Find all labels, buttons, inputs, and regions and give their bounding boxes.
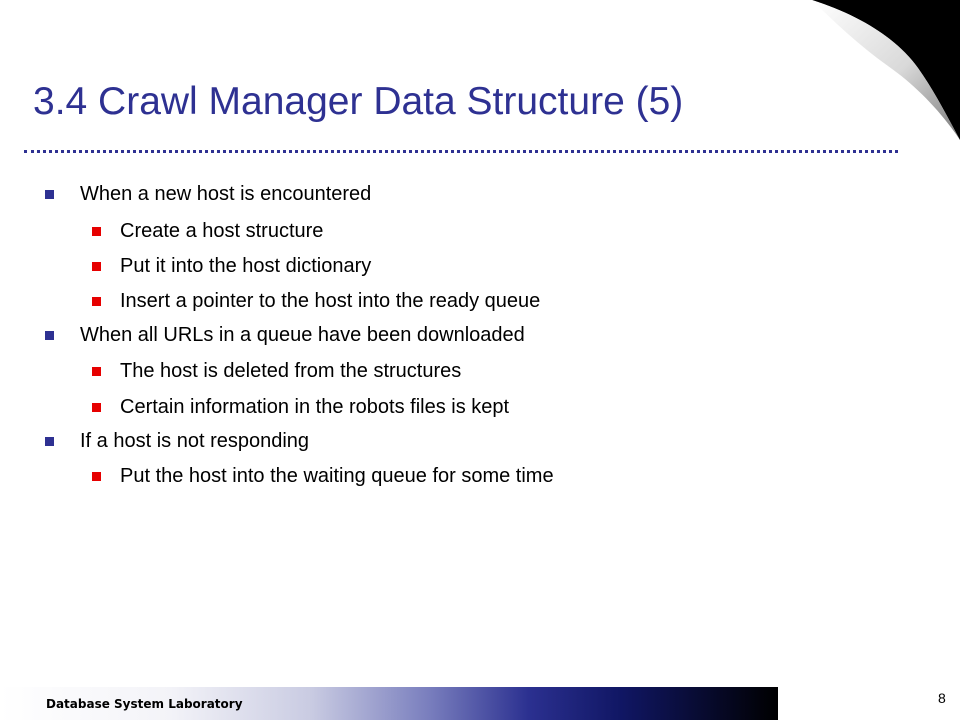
square-bullet-icon bbox=[92, 262, 101, 271]
bullet-text: If a host is not responding bbox=[80, 430, 310, 452]
bullet-item bbox=[80, 429, 309, 453]
sub-bullet-item bbox=[120, 395, 509, 419]
sub-bullet-item bbox=[120, 254, 371, 278]
bullet-text: Put it into the host dictionary bbox=[120, 255, 372, 277]
sub-bullet-item bbox=[120, 464, 554, 488]
sub-bullet-item bbox=[120, 359, 461, 383]
bullet-text: When all URLs in a queue have been downloaded bbox=[80, 324, 525, 346]
square-bullet-icon bbox=[92, 367, 101, 376]
bullet-item bbox=[80, 182, 371, 206]
sub-bullet-item bbox=[120, 289, 540, 313]
bullet-text: Certain information in the robots files is kept bbox=[120, 396, 510, 418]
footer-lab-name: Database System Laboratory bbox=[46, 697, 243, 711]
bullet-text: Insert a pointer to the host into the ready queue bbox=[120, 290, 541, 312]
bullet-text: Put the host into the waiting queue for some time bbox=[120, 465, 554, 487]
bullet-text: The host is deleted from the structures bbox=[120, 360, 462, 382]
square-bullet-icon bbox=[92, 297, 101, 306]
square-bullet-icon bbox=[45, 331, 54, 340]
bullet-item bbox=[80, 323, 525, 347]
bullet-text: When a new host is encountered bbox=[80, 183, 372, 205]
square-bullet-icon bbox=[92, 472, 101, 481]
slide-page-number: 8 bbox=[938, 690, 946, 706]
bullet-text: Create a host structure bbox=[120, 220, 324, 242]
square-bullet-icon bbox=[92, 403, 101, 412]
square-bullet-icon bbox=[45, 437, 54, 446]
sub-bullet-item bbox=[120, 219, 323, 243]
square-bullet-icon bbox=[92, 227, 101, 236]
square-bullet-icon bbox=[45, 190, 54, 199]
slide-title: 3.4 Crawl Manager Data Structure (5) bbox=[33, 80, 684, 123]
